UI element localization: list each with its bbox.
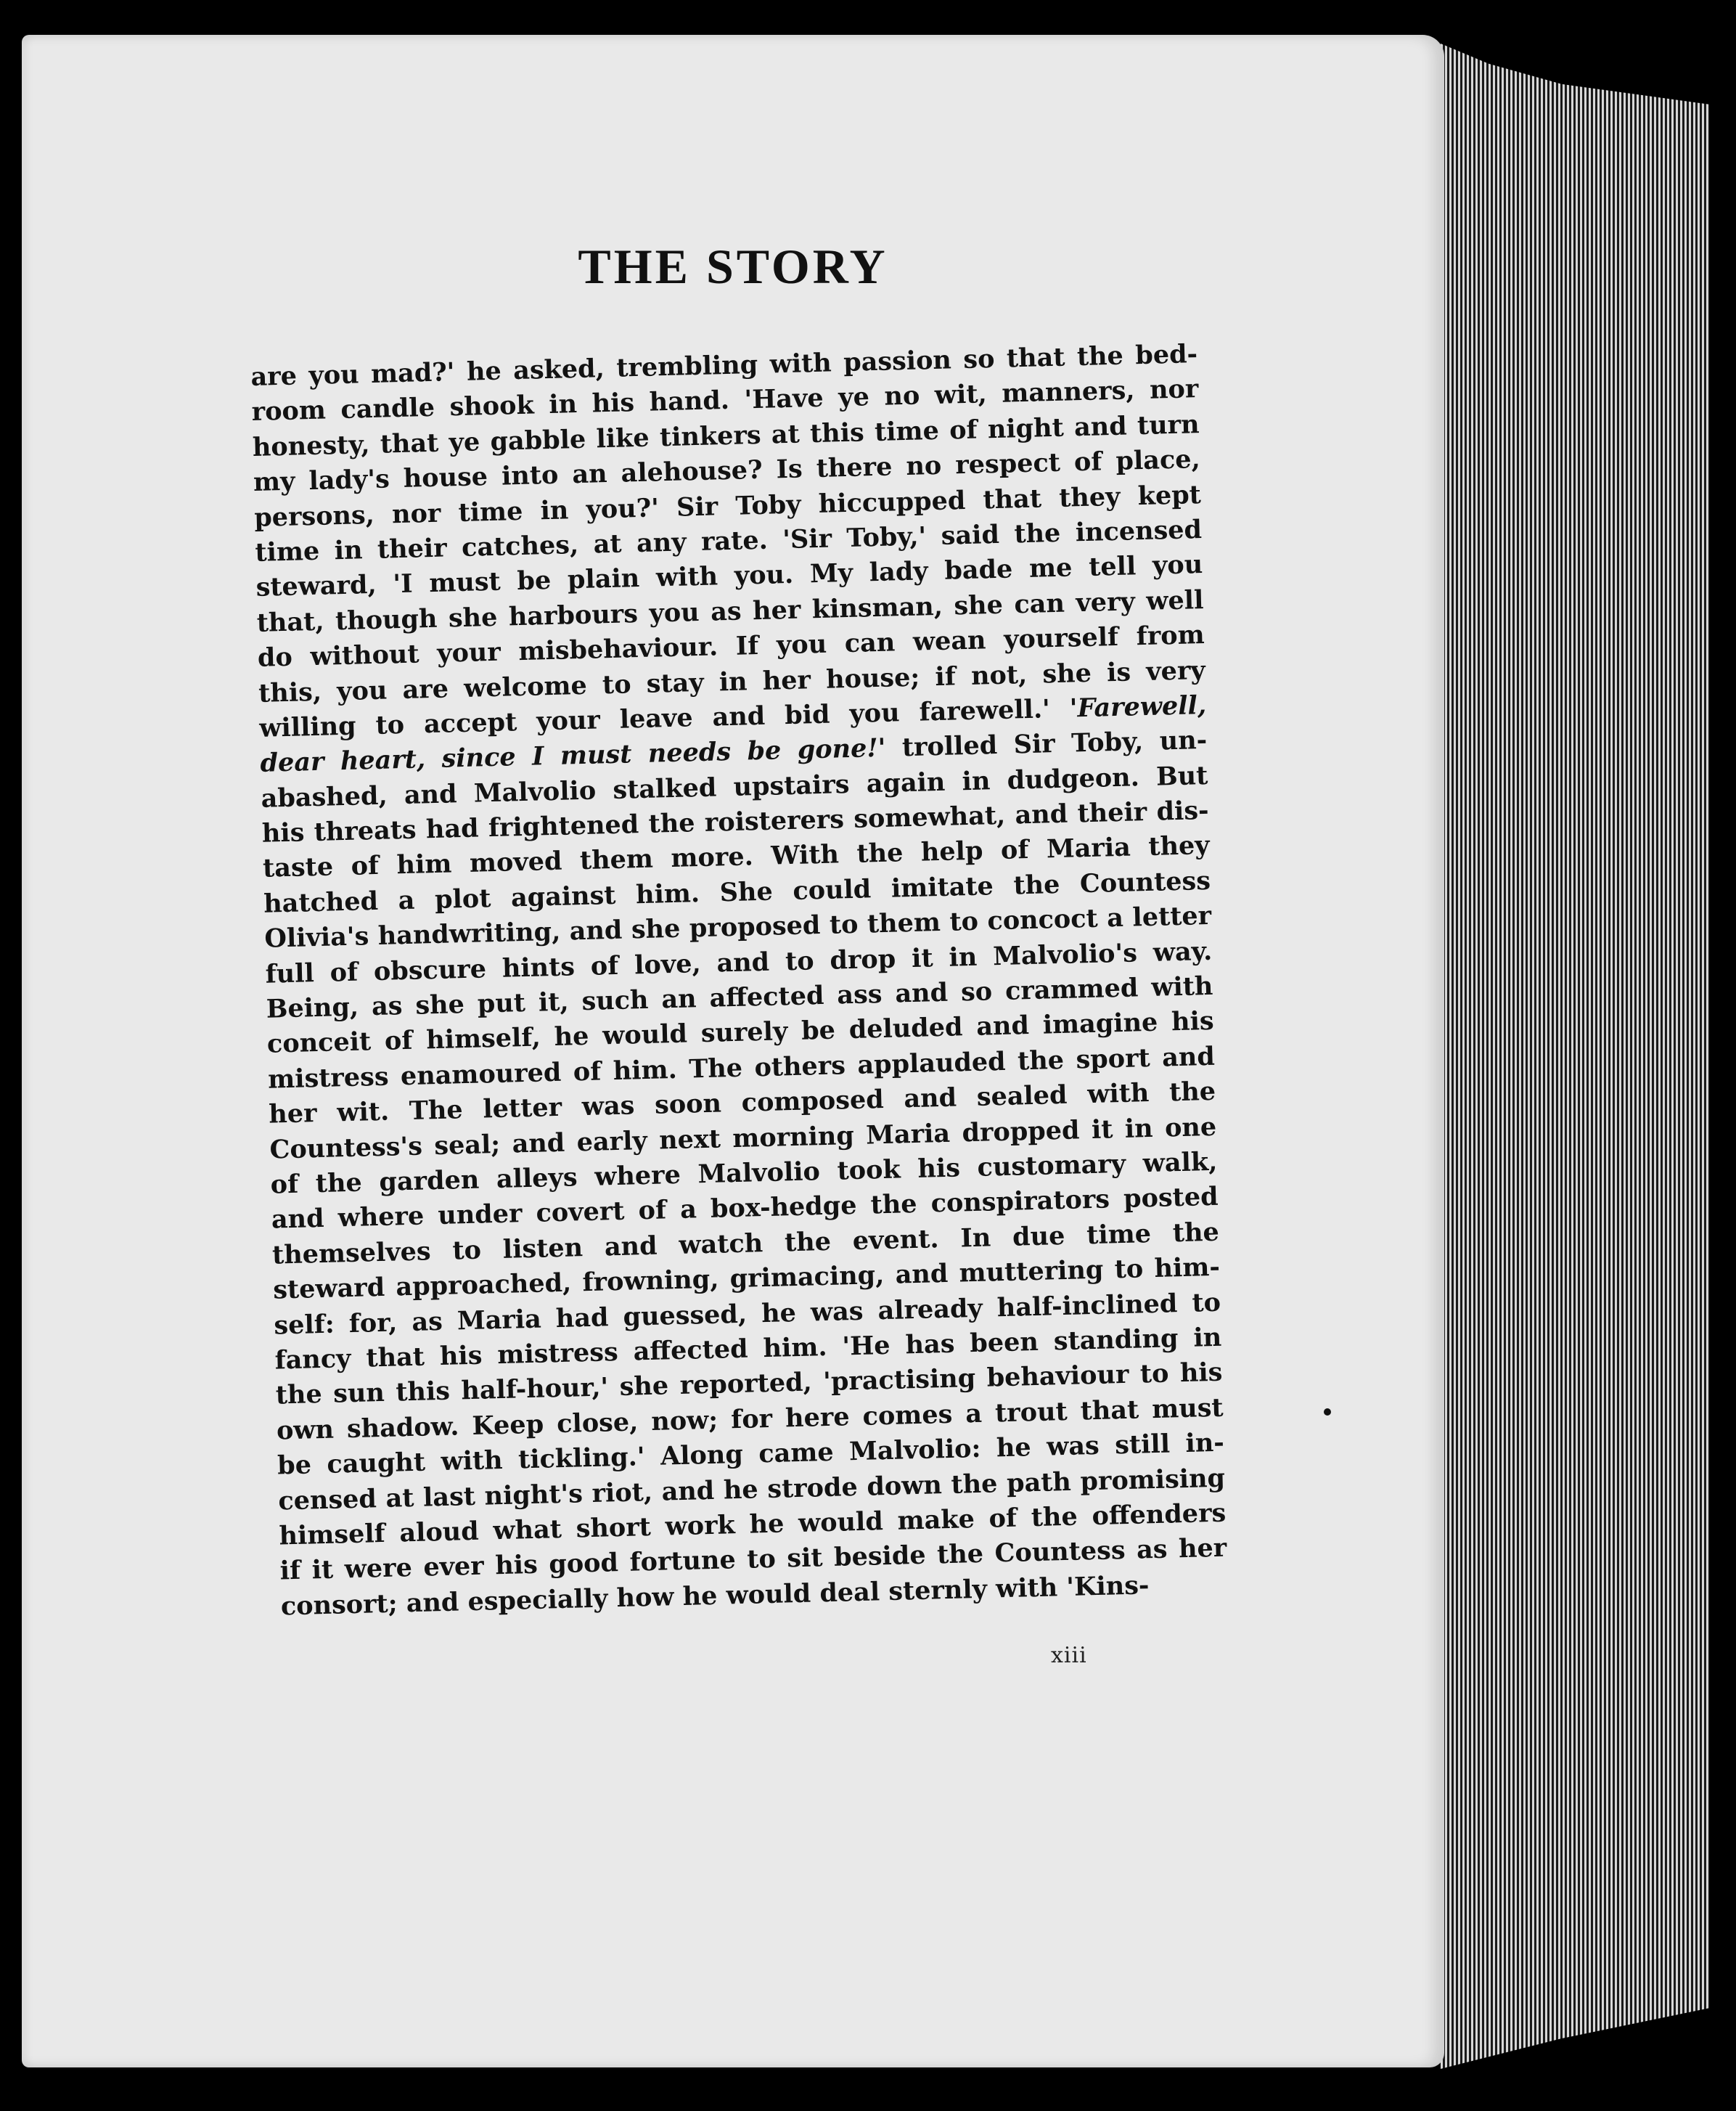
- book-page-edges: [1441, 44, 1709, 2069]
- text-line: the sun this half-hour,' she reported, 'practising behaviour to his: [275, 1357, 1223, 1410]
- text-line: own shadow. Keep close, now; for here comes a trout that must: [276, 1392, 1224, 1446]
- text-line: self: for, as Maria had guessed, he was already half-inclined to: [273, 1287, 1221, 1341]
- text-line: hatched a plot against him. She could imitate the Countess: [263, 865, 1211, 919]
- text-line: himself aloud what short work he would make of the offenders: [279, 1498, 1227, 1551]
- text-line: Countess's seal; and early next morning Maria dropped it in one: [269, 1111, 1217, 1165]
- text-line: of the garden alleys where Malvolio took his customary walk,: [270, 1146, 1218, 1200]
- text-line: be caught with tickling.' Along came Malvolio: he was still in-: [277, 1427, 1225, 1481]
- text-line: fancy that his mistress affected him. 'He has been standing in: [274, 1322, 1222, 1376]
- text-line: dear heart, since I must needs be gone!' trolled Sir Toby, un-: [260, 725, 1208, 779]
- ink-speck: [1324, 1408, 1331, 1416]
- text-line: consort; and especially how he would deal sternly with 'Kins-: [280, 1569, 1150, 1622]
- text-line: time in their catches, at any rate. 'Sir Toby,' said the incensed: [254, 514, 1203, 568]
- text-line: censed at last night's riot, and he strode down the path promising: [277, 1463, 1226, 1516]
- text-line: honesty, that ye gabble like tinkers at this time of night and turn: [252, 409, 1200, 462]
- page-number: xiii: [1051, 1643, 1087, 1668]
- text-line: Olivia's handwriting, and she proposed to them to concoct a letter: [263, 901, 1212, 955]
- text-line: persons, nor time in you?' Sir Toby hiccupped that they kept: [253, 479, 1202, 533]
- text-line: if it were ever his good fortune to sit beside the Countess as her: [279, 1532, 1227, 1586]
- text-line: my lady's house into an alehouse? Is there no respect of place,: [253, 444, 1201, 498]
- text-line: and where under covert of a box-hedge the conspirators posted: [271, 1182, 1219, 1236]
- text-line: taste of him moved them more. With the help of Maria they: [262, 830, 1211, 884]
- text-line: do without your misbehaviour. If you can wean yourself from: [257, 620, 1205, 673]
- running-heading: THE STORY: [578, 239, 888, 294]
- text-line: that, though she harbours you as her kinsman, she can very well: [256, 584, 1204, 638]
- text-line: themselves to listen and watch the event. In due time the: [271, 1217, 1220, 1270]
- text-line: room candle shook in his hand. 'Have ye no wit, manners, nor: [251, 374, 1199, 428]
- text-line: this, you are welcome to stay in her house; if not, she is very: [258, 655, 1206, 709]
- text-line: Being, as she put it, such an affected ass and so crammed with: [266, 971, 1213, 1024]
- page-leaf: [22, 35, 1444, 2067]
- text-line: steward, 'I must be plain with you. My lady bade me tell you: [255, 550, 1203, 603]
- body-text: [250, 337, 1228, 1624]
- text-line: willing to accept your leave and bid you farewell.' 'Farewell,: [258, 690, 1207, 743]
- text-line: conceit of himself, he would surely be deluded and imagine his: [266, 1006, 1215, 1060]
- text-line: full of obscure hints of love, and to drop it in Malvolio's way.: [265, 936, 1213, 989]
- text-line: are you mad?' he asked, trembling with passion so that the bed-: [250, 339, 1198, 392]
- text-line: his threats had frightened the roisterers somewhat, and their dis-: [261, 796, 1210, 849]
- text-line: steward approached, frowning, grimacing, and muttering to him-: [272, 1252, 1221, 1305]
- text-line: her wit. The letter was soon composed and sealed with the: [268, 1077, 1216, 1130]
- text-line: abashed, and Malvolio stalked upstairs again in dudgeon. But: [261, 760, 1208, 814]
- text-line: mistress enamoured of him. The others applauded the sport and: [267, 1041, 1216, 1095]
